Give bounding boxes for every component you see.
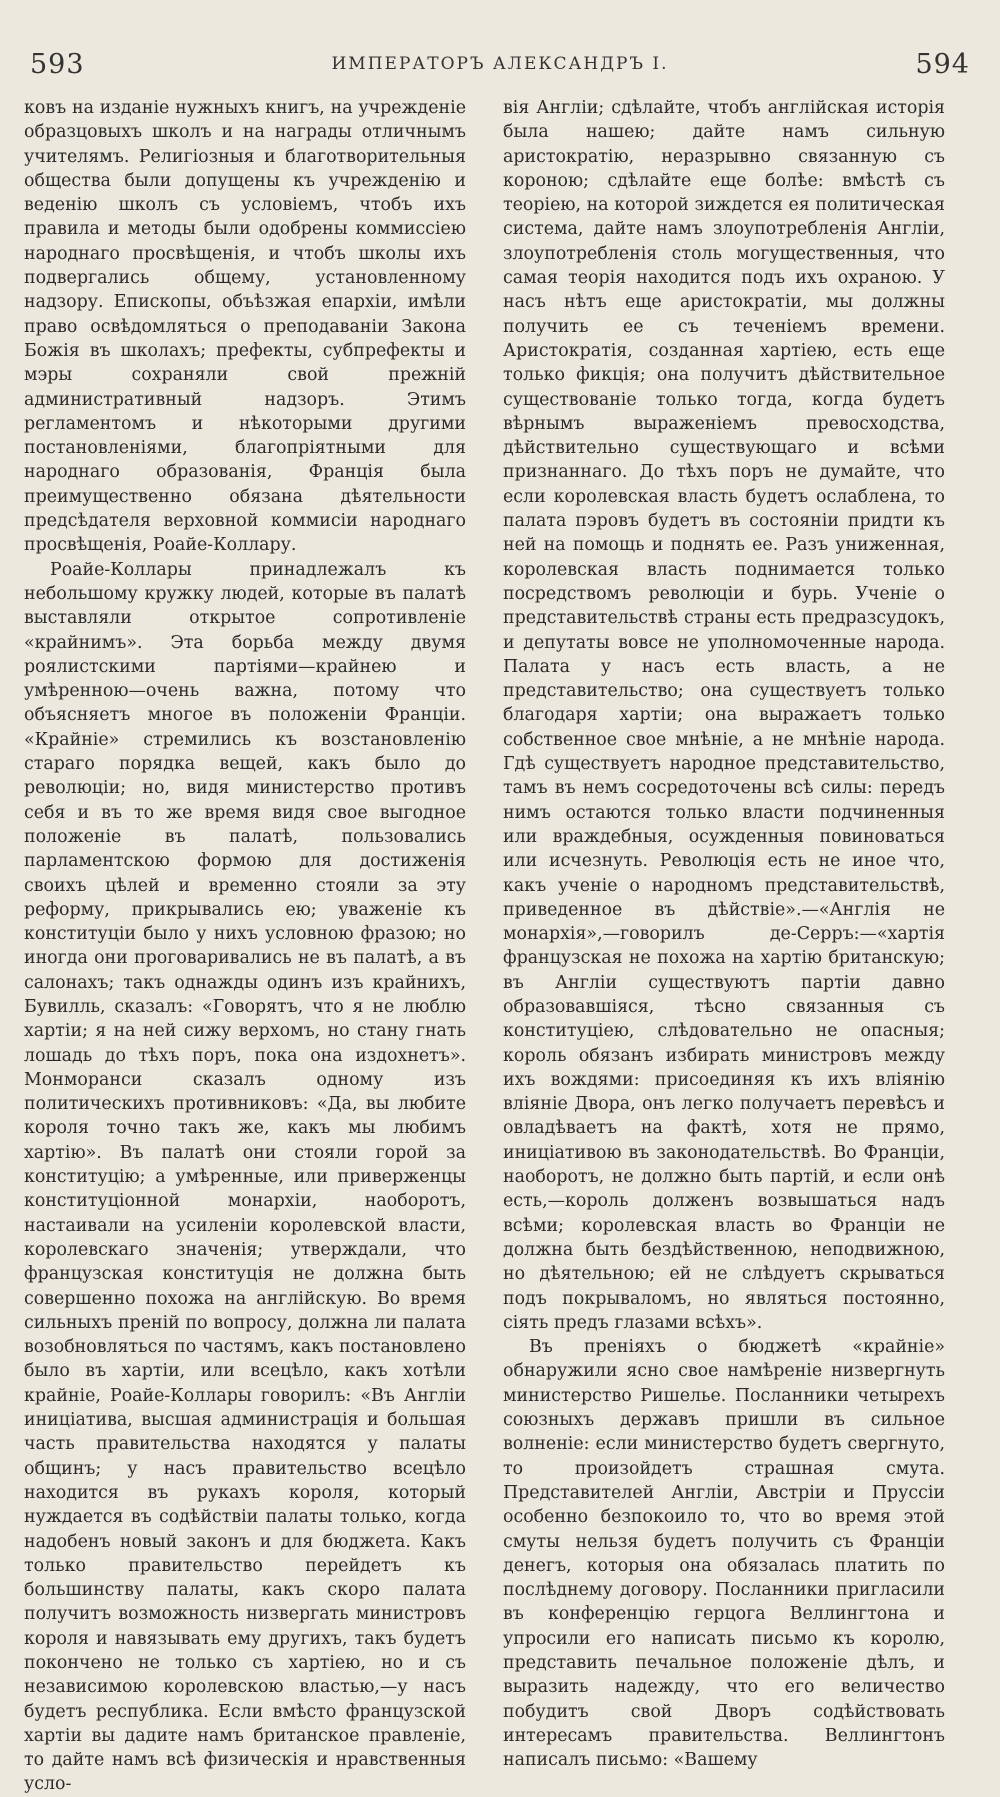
right-paragraph-2: Въ преніяхъ о бюджетѣ «крайніе» обнаружили ясно свое намѣреніе низвергнуть министерство Ришелье. Посланники четырехъ союзныхъ державъ пришли въ сильное волненіе: если министерство будетъ свергнуто, то произойдетъ страшная смута. Представителей Англіи, Австріи и Пруссіи особенно безпокоило то, что во время этой смуты нельзя будетъ получить съ Франціи денегъ, которыя она обязалась платить по послѣднему договору. Посланники пригласили въ конференцію герцога Веллингтона и упросили его написать письмо къ королю, представить печальное положеніе дѣлъ, и выразить надежду, что его величество побудитъ свой Дворъ содѣйствовать интересамъ правительства. Веллингтонъ написалъ письмо: «Вашему xyxy=(503,1337,945,1771)
right-column xyxy=(503,96,945,1772)
left-column xyxy=(24,96,466,1797)
right-page-number: 594 xyxy=(915,48,970,80)
left-paragraph-1: ковъ на изданіе нужныхъ книгъ, на учрежденіе образцовыхъ школъ и на награды отличнымъ учителямъ. Религіозныя и благотворительныя общества были допущены къ учрежденію и веденію школъ съ условіемъ, чтобъ ихъ правила и методы были одобрены коммиссіею народнаго просвѣщенія, и чтобъ школы ихъ подвергались общему, установленному надзору. Епископы, объѣзжая епархіи, имѣли право освѣдомляться о преподаваніи Закона Божія въ школахъ; префекты, субпрефекты и мэры сохраняли свой прежній административный надзоръ. Этимъ регламентомъ и нѣкоторыми другими постановленіями, благопріятными для народнаго образованія, Франція была преимущественно обязана дѣятельности предсѣдателя верховной коммисіи народнаго просвѣщенія, Роайе-Коллару. xyxy=(24,98,466,556)
left-paragraph-2: Роайе-Коллары принадлежалъ къ небольшому кружку людей, которые въ палатѣ выставляли открытое сопротивленіе «крайнимъ». Эта борьба между двумя роялистскими партіями—крайнею и умѣренною—очень важна, потому что объясняетъ многое въ положеніи Франціи. «Крайніе» стремились къ возстановленію стараго порядка вещей, какъ было до революціи; но, видя министерство противъ себя и въ то же время видя свое выгодное положеніе въ палатѣ, пользовались парламентскою формою для достиженія своихъ цѣлей и временно стояли за эту реформу, прикрывались ею; уваженіе къ конституціи было у нихъ условною фразою; но иногда они проговаривались не въ палатѣ, а въ салонахъ; такъ однажды одинъ изъ крайнихъ, Бувилль, сказалъ: «Говорятъ, что я не люблю хартіи; я на ней сижу верхомъ, но стану гнать лошадь до тѣхъ поръ, пока она издохнетъ». Монморанси сказалъ одному изъ политическихъ противниковъ: «Да, вы любите короля точно такъ же, какъ мы любимъ хартію». Въ палатѣ они стояли горой за конституцію; а умѣренные, или приверженцы конституціонной монархіи, наоборотъ, настаивали на усиленіи королевской власти, королевскаго значенія; утверждали, что французская конституція не должна быть совершенно похожа на англійскую. Во время сильныхъ преній по вопросу, должна ли палата возобновляться по частямъ, какъ постановлено было въ хартіи, или всецѣло, какъ хотѣли крайніе, Роайе-Коллары говорилъ: «Въ Англіи иниціатива, высшая администрація и большая часть правительства находятся у палаты общинъ; у насъ правительство всецѣло находится въ рукахъ короля, который нуждается въ содѣйствіи палаты только, когда надобенъ новый законъ и для бюджета. Какъ только правительство перейдетъ къ большинству палаты, какъ скоро палата получитъ возможность низвергать министровъ короля и навязывать ему другихъ, такъ будетъ покончено не только съ хартіею, но и съ независимою королевскою властью,—у насъ будетъ республика. Если вмѣсто французской хартіи вы дадите намъ британское правленіе, то дайте намъ всѣ физическія и нравственныя усло- xyxy=(24,559,466,1795)
running-title: ИМПЕРАТОРЪ АЛЕКСАНДРЪ I. xyxy=(331,54,669,74)
right-paragraph-1: вія Англіи; сдѣлайте, чтобъ англійская исторія была нашею; дайте намъ сильную аристократію, неразрывно связанную съ короною; сдѣлайте еще болѣе: вмѣстѣ съ теоріею, на которой зиждется ея политическая система, дайте намъ злоупотребленія Англіи, злоупотребленія столь могущественныя, что самая теорія находится подъ ихъ охраною. У насъ нѣтъ еще аристократіи, мы должны получить ее съ теченіемъ времени. Аристократія, созданная хартіею, есть еще только фикція; она получитъ дѣйствительное существованіе только тогда, когда будетъ вѣрнымъ выраженіемъ превосходства, дѣйствительно существующаго и всѣми признаннаго. До тѣхъ поръ не думайте, что если королевская власть будетъ ослаблена, то палата пэровъ будетъ въ состояніи придти къ ней на помощь и поднять ее. Разъ униженная, королевская власть поднимается только посредствомъ революціи и бурь. Ученіе о представительствѣ страны есть предразсудокъ, и депутаты вовсе не уполномоченные народа. Палата у насъ есть власть, а не представительство; она существуетъ только благодаря хартіи; она выражаетъ только собственное свое мнѣніе, а не мнѣніе народа. Гдѣ существуетъ народное представительство, тамъ въ немъ сосредоточены всѣ силы: передъ нимъ остаются только власти подчиненныя или враждебныя, осужденныя повиноваться или исчезнуть. Революція есть не иное что, какъ ученіе о народномъ представительствѣ, приведенное въ дѣйствіе».—«Англія не монархія»,—говорилъ де-Серръ:—«хартія французская не похожа на хартію британскую; въ Англіи существуютъ партіи давно образовавшіяся, тѣсно связанныя съ конституціею, слѣдовательно не опасныя; король обязанъ избирать министровъ между ихъ вождями: присоединяя къ ихъ вліянію вліяніе Двора, онъ легко получаетъ перевѣсъ и овладѣваетъ на фактѣ, хотя не прямо, иниціативою въ законодательствѣ. Во Франціи, наоборотъ, не должно быть партій, и если онѣ есть,—король долженъ возвышаться надъ всѣми; королевская власть во Франціи не должна быть бездѣйственною, неподвижною, но дѣятельною; ей не слѣдуетъ скрываться подъ покрываломъ, но являться постоянно, сіять предъ глазами всѣхъ». xyxy=(503,98,945,1333)
left-page-number: 593 xyxy=(30,48,85,80)
page-header xyxy=(30,42,970,86)
